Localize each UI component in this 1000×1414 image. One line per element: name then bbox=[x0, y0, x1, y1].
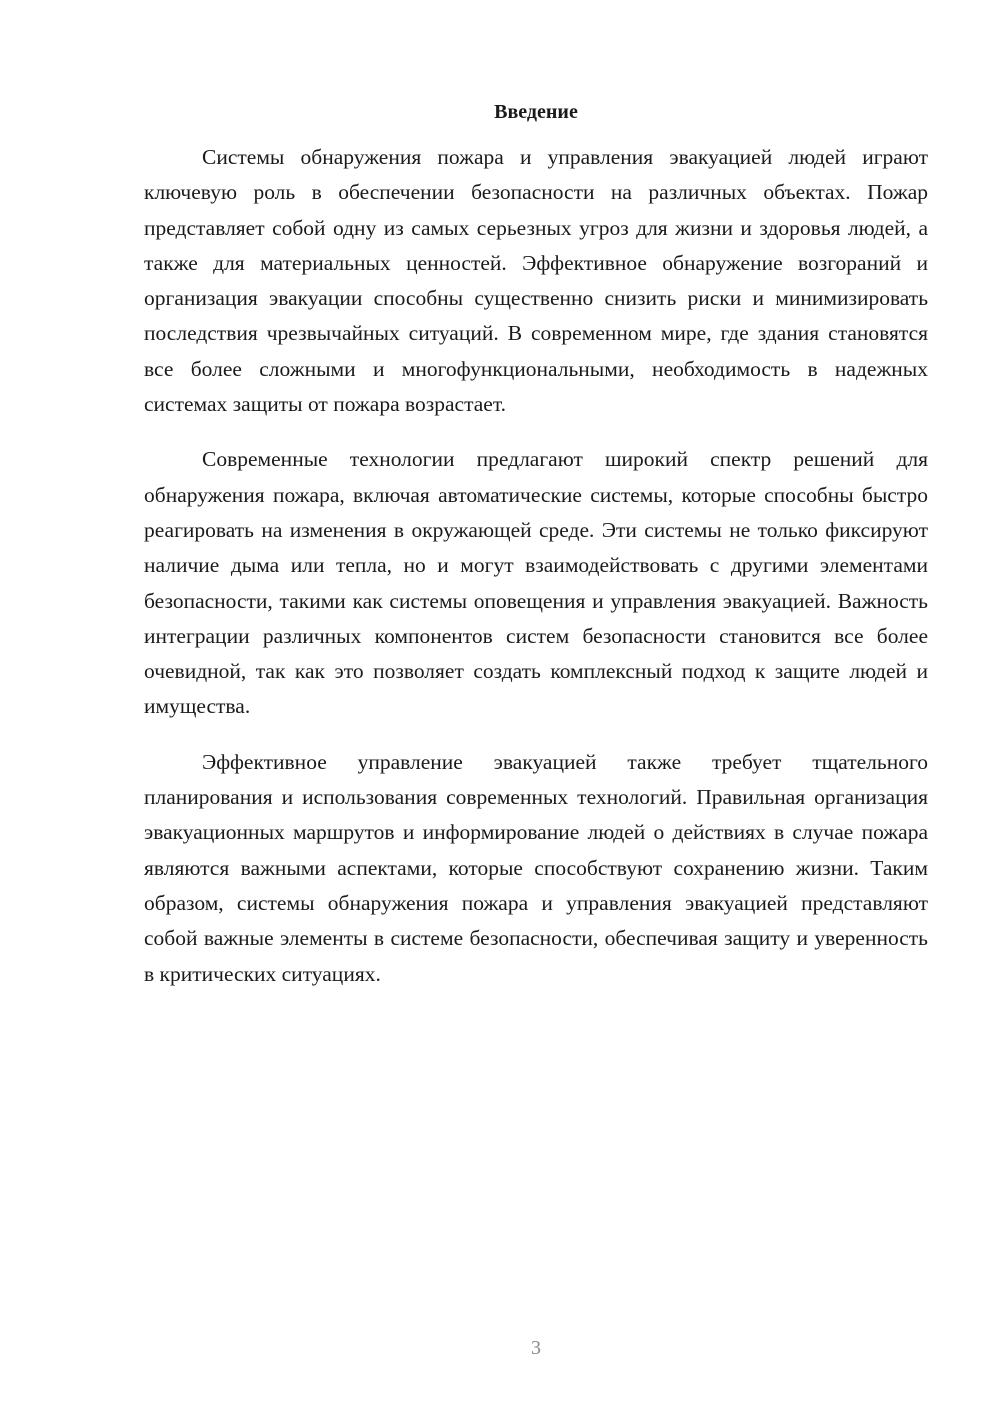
section-title: Введение bbox=[494, 101, 578, 123]
page-number: 3 bbox=[531, 1337, 541, 1359]
paragraph-3: Эффективное управление эвакуацией также требует тщательного планирования и использования современных технологий. Правильная организация эвакуационных маршрутов и информирование людей о действиях в случае пожара являются важными аспектами, которые способствуют сохранению жизни. Таким образом, системы обнаружения пожара и управления эвакуацией представляют собой важные элементы в системе безопасности, обеспечивая защиту и уверенность в критических ситуациях. bbox=[144, 749, 928, 986]
paragraph-1: Системы обнаружения пожара и управления эвакуацией людей играют ключевую роль в обеспечении безопасности на различных объектах. Пожар представляет собой одну из самых серьезных угроз для жизни и здоровья людей, а также для материальных ценностей. Эффективное обнаружение возгораний и организация эвакуации способны существенно снизить риски и минимизировать последствия чрезвычайных ситуаций. В современном мире, где здания становятся все более сложными и многофункциональными, необходимость в надежных системах защиты от пожара возрастает. bbox=[144, 145, 928, 417]
page-content bbox=[144, 96, 928, 992]
paragraph-2: Современные технологии предлагают широкий спектр решений для обнаружения пожара, включая автоматические системы, которые способны быстро реагировать на изменения в окружающей среде. Эти системы не только фиксируют наличие дыма или тепла, но и могут взаимодействовать с другими элементами безопасности, такими как системы оповещения и управления эвакуацией. Важность интеграции различных компонентов систем безопасности становится все более очевидной, так как это позволяет создать комплексный подход к защите людей и имущества. bbox=[144, 447, 928, 719]
